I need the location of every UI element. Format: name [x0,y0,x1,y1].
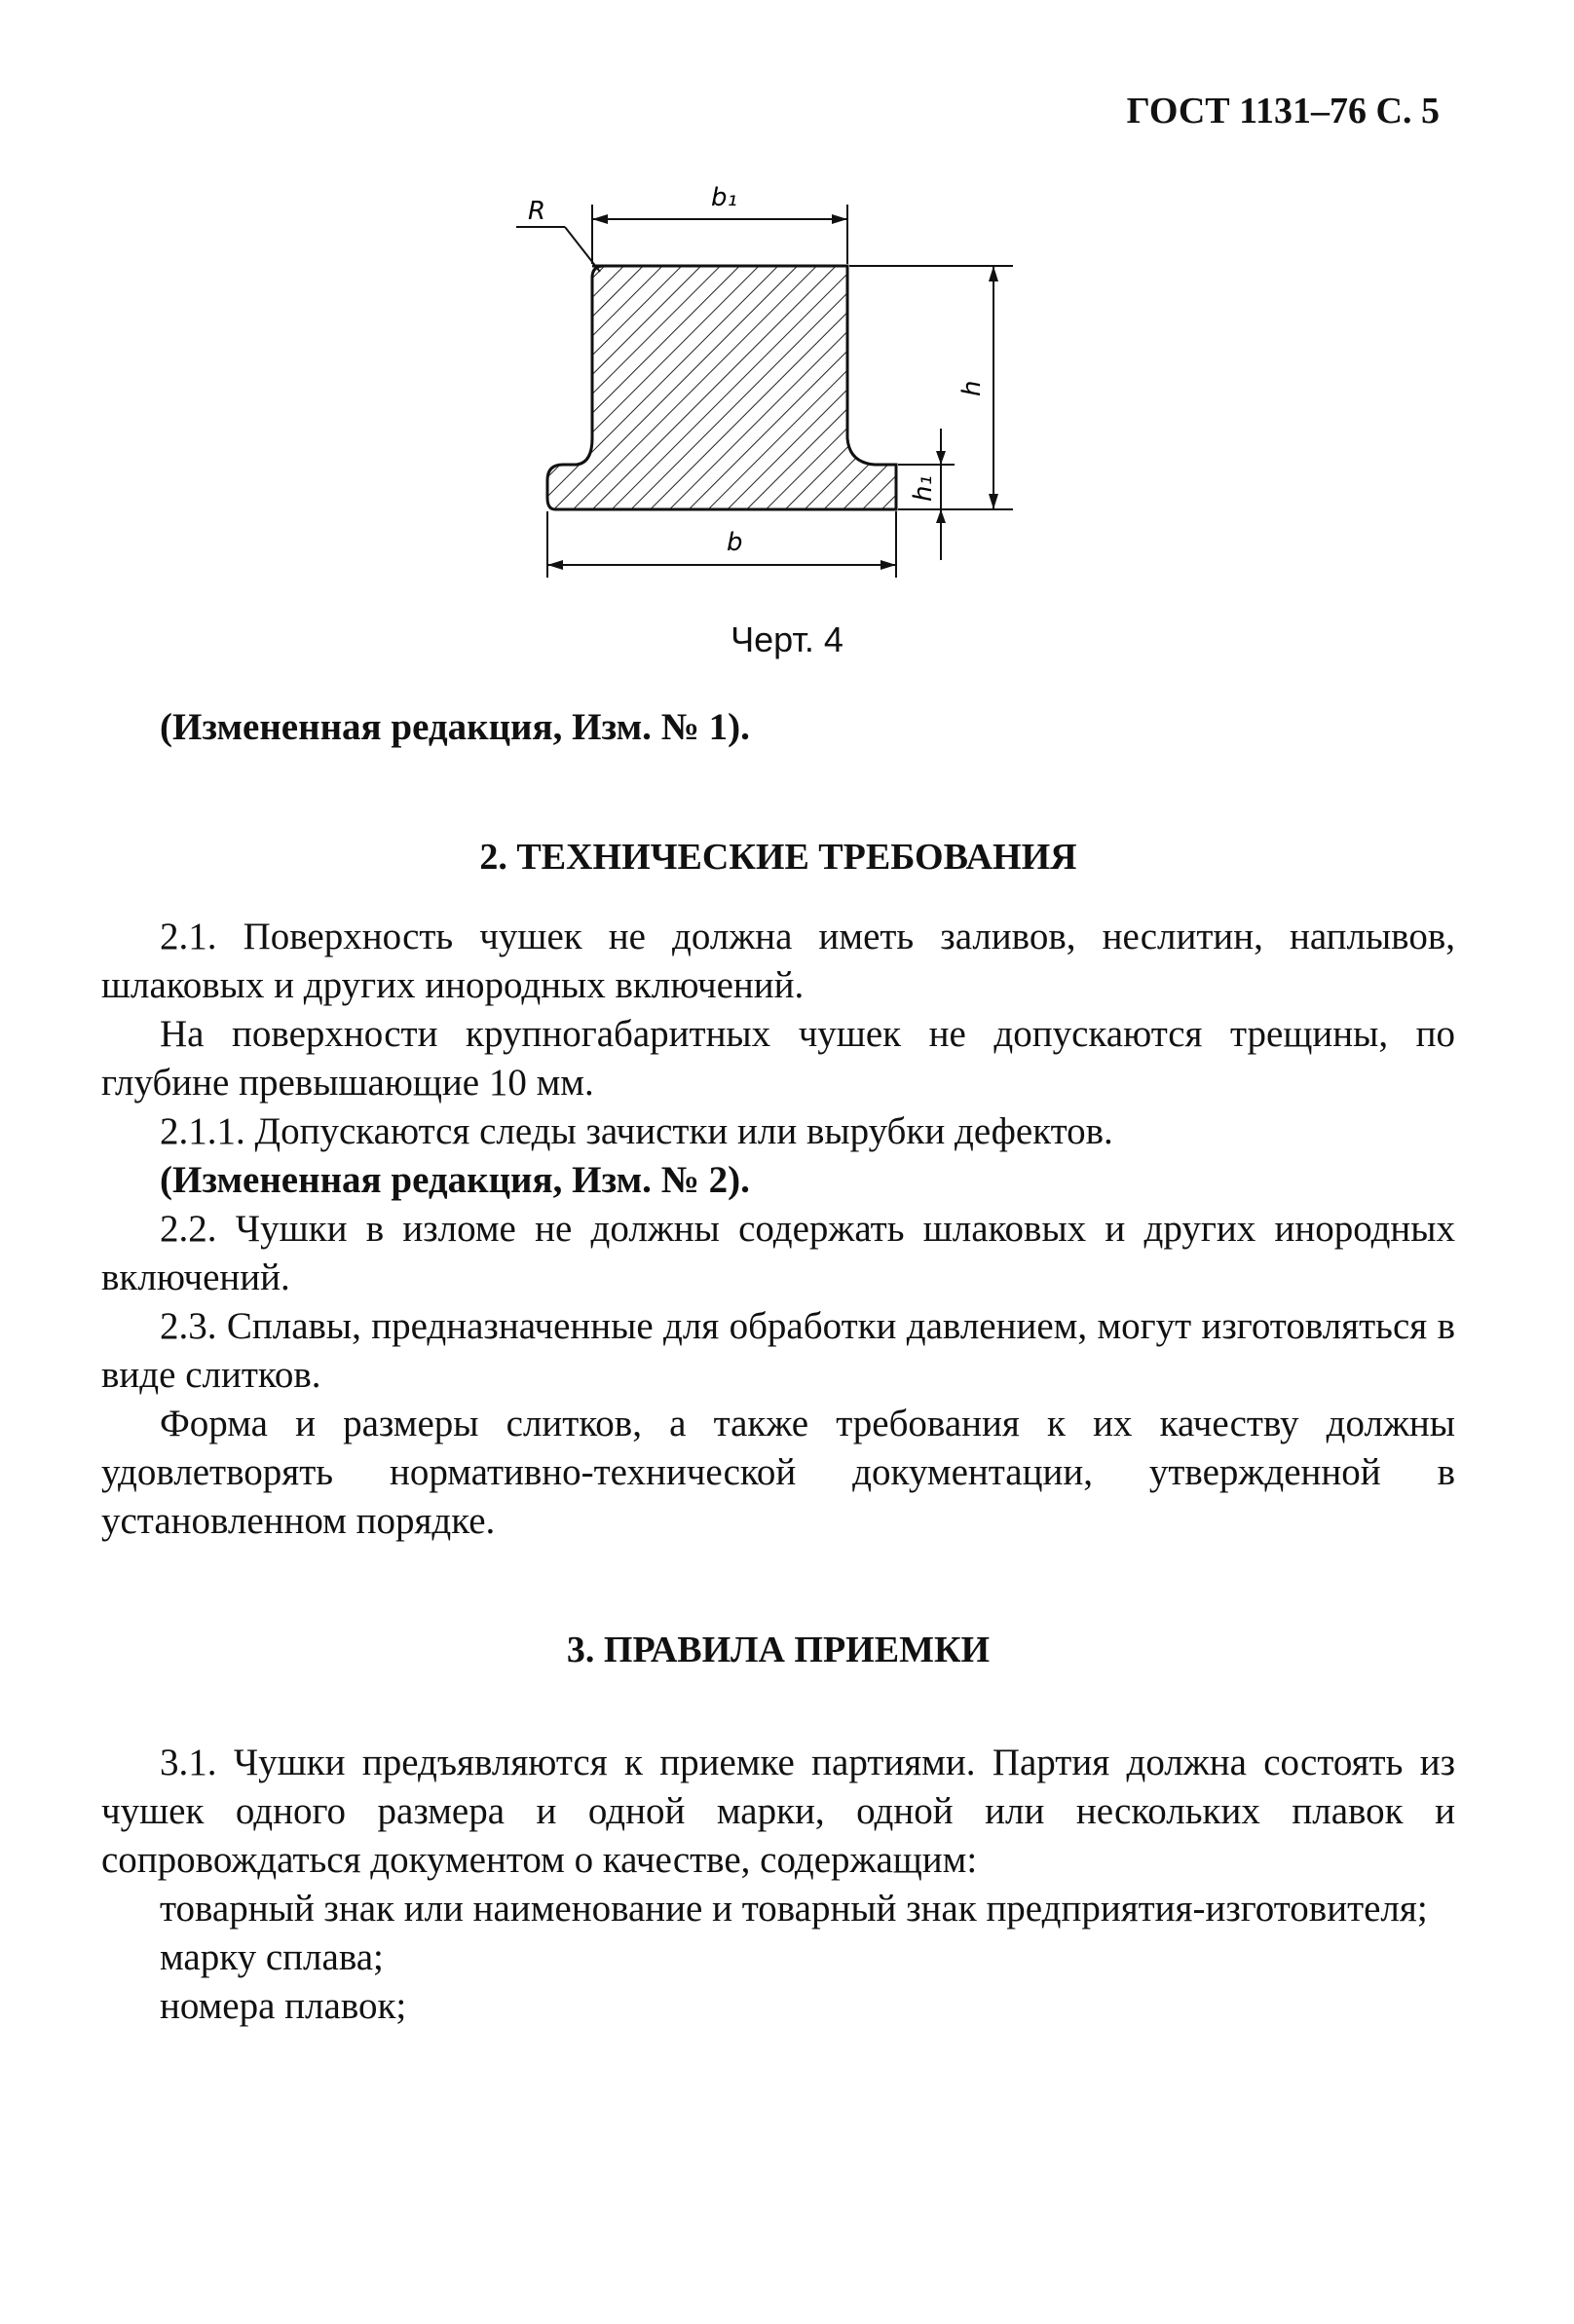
section-2-title: 2. ТЕХНИЧЕСКИЕ ТРЕБОВАНИЯ [479,837,1077,878]
b-label: b [727,528,743,557]
amendment-note-1: (Измененная редакция, Изм. № 1). [160,706,750,748]
ingot-cross-section-drawing [506,170,1032,609]
paragraph-2-1: 2.1. Поверхность чушек не должна иметь заливов, неслитин, наплывов, шлаковых и других инородных включений. [101,916,1455,1006]
list-item-melt-numbers: номера плавок; [160,1985,407,2027]
section-3-body [101,1739,1455,2031]
amendment-note-2: (Измененная редакция, Изм. № 2). [160,1159,750,1201]
paragraph-2-3: 2.3. Сплавы, предназначенные для обработки давлением, могут изготовляться в виде слитков. [101,1305,1455,1396]
b1-label: b₁ [711,183,737,212]
ingot-section-shape [547,266,896,509]
page-header: ГОСТ 1131–76 С. 5 [1126,91,1440,131]
figure-caption: Черт. 4 [731,619,843,659]
amendment-note-1-block [101,703,1455,752]
paragraph-2-1-1: 2.1.1. Допускаются следы зачистки или вырубки дефектов. [160,1110,1113,1152]
radius-label: R [528,197,546,226]
paragraph-2-1-cracks: На поверхности крупногабаритных чушек не допускаются трещины, по глубине превышающие 10 мм. [101,1013,1455,1104]
section-2-heading-block [101,836,1455,879]
paragraph-3-1: 3.1. Чушки предъявляются к приемке партиями. Партия должна состоять из чушек одного размера и одной марки, одной или нескольких плавок и сопровождаться документом о качестве, содержащим: [101,1742,1455,1881]
h1-label: h₁ [909,475,938,502]
paragraph-2-2: 2.2. Чушки в изломе не должны содержать шлаковых и других инородных включений. [101,1208,1455,1298]
section-3-heading-block [101,1629,1455,1671]
section-2-body [101,913,1455,1546]
paragraph-2-3-ingots: Форма и размеры слитков, а также требования к их качеству должны удовлетворять нормативно-технической документации, утвержденной в установленном порядке. [101,1403,1455,1542]
list-item-trademark: товарный знак или наименование и товарный знак предприятия-изготовителя; [160,1888,1428,1930]
list-item-alloy-grade: марку сплава; [160,1936,384,1978]
h-label: h [957,380,987,396]
section-3-title: 3. ПРАВИЛА ПРИЕМКИ [566,1630,991,1670]
